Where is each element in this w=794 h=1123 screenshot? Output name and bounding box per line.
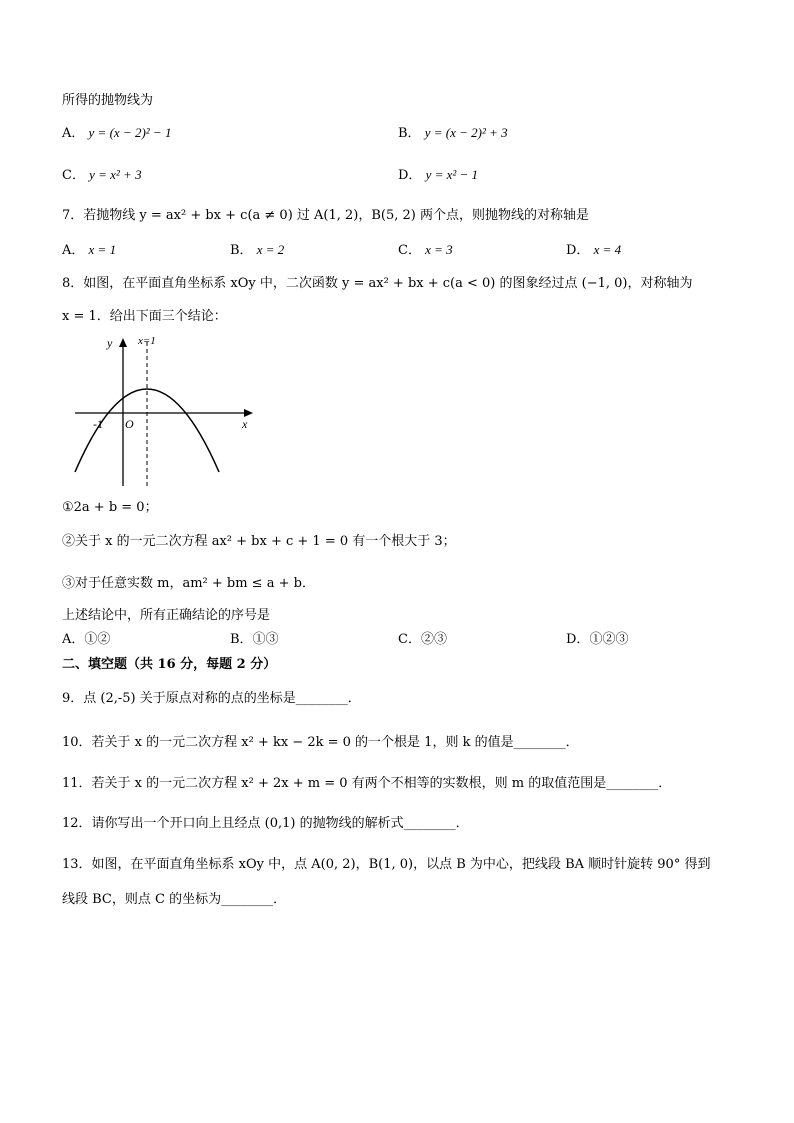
q8-parabola-graph — [70, 330, 260, 490]
option-label: C． — [398, 632, 421, 647]
q8-option-a[interactable] — [62, 631, 110, 649]
q13-line1: 13．如图，在平面直角坐标系 xOy 中，点 A(0, 2)，B(1, 0)，以点 B 为中心，把线段 BA 顺时针旋转 90° 得到 — [62, 857, 711, 872]
option-expr: x = 1 — [88, 242, 117, 257]
q8-conclusion-3: ③对于任意实数 m，am² + bm ≤ a + b． — [62, 576, 315, 591]
q8-conclusion-2: ②关于 x 的一元二次方程 ax² + bx + c + 1 = 0 有一个根大于 3； — [62, 534, 456, 549]
q6-option-b[interactable] — [398, 124, 508, 143]
option-expr: y = (x − 2)² − 1 — [88, 125, 172, 140]
option-expr: y = (x − 2)² + 3 — [424, 125, 508, 140]
section-2-heading: 二、填空题（共 16 分，每题 2 分） — [62, 657, 277, 672]
option-label: A． — [62, 126, 85, 141]
option-expr: x = 3 — [425, 242, 453, 257]
q6-option-d[interactable] — [398, 166, 478, 185]
option-expr: ②③ — [420, 632, 447, 647]
option-label: A． — [62, 243, 85, 258]
option-expr: ①②③ — [589, 632, 629, 647]
q11-text: 11．若关于 x 的一元二次方程 x² + 2x + m = 0 有两个不相等的实数根，则 m 的取值范围是________． — [62, 776, 672, 791]
option-expr: x = 2 — [256, 242, 285, 257]
q6-option-c[interactable] — [62, 166, 142, 185]
intro-line: 所得的抛物线为 — [62, 93, 154, 108]
q7-text: 7．若抛物线 y = ax² + bx + c(a ≠ 0) 过 A(1, 2)，B(5, 2) 两个点，则抛物线的对称轴是 — [62, 208, 590, 223]
q6-option-a[interactable] — [62, 124, 171, 143]
neg-one-label: -1 — [93, 417, 103, 431]
y-axis-label: y — [107, 336, 113, 350]
q8-line1: 8．如图，在平面直角坐标系 xOy 中，二次函数 y = ax² + bx + c(a < 0) 的图象经过点 (−1, 0)，对称轴为 — [62, 276, 693, 291]
q13-line2: 线段 BC，则点 C 的坐标为________． — [62, 892, 287, 907]
x-axis-arrow — [244, 409, 253, 417]
option-label: D． — [566, 243, 590, 258]
origin-label: O — [125, 417, 134, 431]
q7-option-d[interactable] — [566, 241, 621, 260]
y-axis-arrow — [119, 338, 127, 347]
q8-option-d[interactable] — [566, 631, 628, 649]
q10-text: 10．若关于 x 的一元二次方程 x² + kx − 2k = 0 的一个根是 1，则 k 的值是________． — [62, 735, 579, 750]
q7-option-c[interactable] — [398, 241, 453, 260]
option-label: D． — [398, 168, 422, 183]
q12-text: 12．请你写出一个开口向上且经点 (0,1) 的抛物线的解析式________． — [62, 816, 469, 831]
option-expr: y = x² + 3 — [89, 167, 142, 182]
q8-line2: x = 1．给出下面三个结论： — [62, 309, 227, 324]
option-expr: y = x² − 1 — [425, 167, 479, 182]
symmetry-axis-label: x=1 — [138, 335, 156, 347]
option-label: A． — [62, 632, 85, 647]
option-label: D． — [566, 632, 590, 647]
option-expr: ①③ — [252, 632, 279, 647]
x-axis-label: x — [242, 417, 248, 431]
option-label: B． — [398, 126, 421, 141]
option-expr: ①② — [84, 632, 111, 647]
q7-option-b[interactable] — [230, 241, 284, 260]
q8-conclusion-1: ①2a + b = 0； — [62, 500, 158, 515]
q8-option-b[interactable] — [230, 631, 279, 649]
q8-option-c[interactable] — [398, 631, 447, 649]
option-label: B． — [230, 632, 253, 647]
q9-text: 9．点 (2,-5) 关于原点对称的点的坐标是________． — [62, 691, 361, 706]
option-expr: x = 4 — [593, 242, 622, 257]
q7-option-a[interactable] — [62, 241, 116, 260]
option-label: B． — [230, 243, 253, 258]
option-label: C． — [62, 168, 85, 183]
q8-prompt: 上述结论中，所有正确结论的序号是 — [62, 608, 271, 623]
option-label: C． — [398, 243, 421, 258]
